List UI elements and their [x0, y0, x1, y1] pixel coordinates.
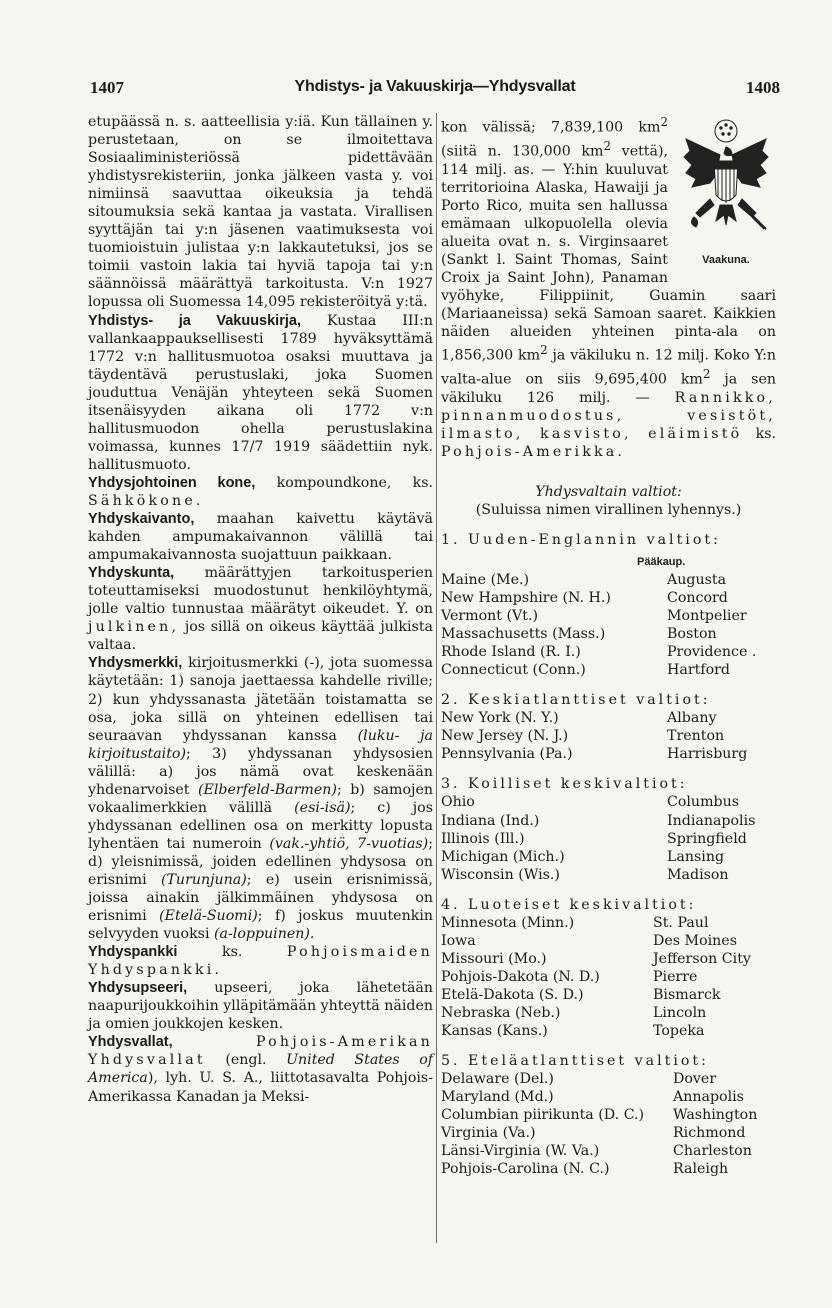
eagle-icon: [680, 117, 772, 249]
group-title: 1. Uuden-Englannin valtiot:: [441, 531, 721, 548]
state-row: Wisconsin (Wis.) Madison: [441, 866, 729, 883]
state-row: Etelä-Dakota (S. D.) Bismarck: [441, 986, 721, 1003]
state-group: [441, 896, 776, 1040]
entry-continuation: etupäässä n. s. aatteellisia y:iä. Kun tällainen y. perustetaan, on se ilmoitettava Sosiaaliministeriössä pidettävään yhdistysrekisteriin, jonka jälkeen vasta y. voi nimiinsä saavuttaa oikeuksia ja tehdä sitoumuksia sekä kantaa ja vastata. Virallisen syyttäjän tai y:n jäsenen vaatimuksesta voi tuomioistuin julistaa y:n lakkautetuksi, jos se toimii vastoin lakia tai hyviä tapoja tai y:n säännöissä määrättyä tarkoitusta. V:n 1927 lopussa oli Suomessa 14,095 rekisteröityä y:tä.: [88, 114, 433, 311]
state-row: Kansas (Kans.) Topeka: [441, 1023, 705, 1040]
fraction: 17/7: [231, 438, 264, 455]
state-group: [441, 775, 776, 883]
state-row: Virginia (Va.) Richmond: [441, 1125, 746, 1142]
running-title: Yhdistys- ja Vakuuskirja—Yhdysvallat: [294, 78, 576, 95]
left-column: [88, 113, 433, 1106]
headword: Yhdistys- ja Vakuuskirja,: [88, 312, 301, 329]
state-group: [441, 531, 776, 679]
state-row: Maine (Me.) Augusta: [441, 571, 727, 588]
english-name: United States of America: [88, 1052, 433, 1087]
headword: Yhdysupseeri,: [88, 980, 188, 997]
state-row: New York (N. Y.) Albany: [441, 710, 717, 727]
headword: Yhdysmerkki,: [88, 655, 183, 672]
entry-yhdyskaivanto: Yhdyskaivanto, maahan kaivettu käytävä kahden ampumakaivannon välillä tai ampumakaivannosta suojattuun paikkaan.: [88, 511, 433, 564]
state-row: Ohio Columbus: [441, 794, 740, 811]
entry-yhdysvallat: Yhdysvallat, Pohjois-Amerikan Yhdysvallat (engl. United States of America), lyh. U. S. A., liittotasavalta Pohjois-Amerikassa Kanadan ja Meksi-: [88, 1034, 433, 1105]
spaced-term: Rannikko, pinnanmuodostus, vesistöt, ilmasto, kasvisto, eläimistö: [441, 389, 776, 442]
state-row: Pennsylvania (Pa.) Harrisburg: [441, 746, 748, 763]
state-row: Pohjois-Dakota (N. D.) Pierre: [441, 968, 698, 985]
cross-reference: Pohjois-Amerikka.: [441, 443, 626, 460]
example: (Etelä-Suomi): [159, 908, 258, 925]
entry-yhdistys-ja-vakuuskirja: Yhdistys- ja Vakuuskirja, Kustaa III:n vallankaappauksellisesti 1789 hyväksyttämä 1772 v:n hallitusmuotoa osaksi muuttava ja täydentävä perustuslaki, joka Suomen jouduttua Venäjän yhteyteen sekä Suomen itsenäisyyden aikana oli 1772 v:n hallitusmuodon ohella perustuslakina voimassa, kunnes 17/7 1919 säädettiin nyk. hallitusmuoto.: [88, 312, 434, 473]
state-row: Columbian piirikunta (D. C.) Washington: [441, 1107, 758, 1124]
state-row: Minnesota (Minn.) St. Paul: [441, 914, 709, 931]
group-title: 5. Eteläatlanttiset valtiot:: [441, 1053, 709, 1070]
state-row: Indiana (Ind.) Indianapolis: [441, 812, 756, 829]
entry-yhdysupseeri: Yhdysupseeri, upseeri, joka lähetetään naapurijoukkoihin ylläpitämään yhteyttä näiden ja omien joukkojen kesken.: [88, 980, 433, 1033]
spaced-term: Pohjois-Amerikan Yhdysvallat: [88, 1034, 433, 1069]
state-row: Maryland (Md.) Annapolis: [441, 1089, 744, 1106]
coat-of-arms-figure: [676, 113, 776, 271]
state-group: [441, 691, 776, 763]
state-row: Pohjois-Carolina (N. C.) Raleigh: [441, 1161, 729, 1178]
states-table-title: Yhdysvaltain valtiot:: [535, 483, 682, 500]
example: (luku- ja kirjoitustaito): [88, 727, 433, 762]
headword: Yhdyskunta,: [88, 565, 175, 582]
state-row: Massachusetts (Mass.) Boston: [441, 626, 717, 643]
state-row: Iowa Des Moines: [441, 932, 737, 949]
state-group: [441, 1052, 776, 1178]
example: (Elberfeld-Barmen): [197, 781, 337, 798]
group-title: 3. Koilliset keskivaltiot:: [441, 776, 688, 793]
cross-reference: Pohjoismaiden Yhdyspankki.: [88, 944, 433, 979]
states-table-subtitle: (Suluissa nimen virallinen lyhennys.): [475, 501, 742, 518]
example: (esi-isä): [294, 799, 351, 816]
state-row: Länsi-Virginia (W. Va.) Charleston: [441, 1143, 752, 1160]
example: (a-loppuinen).: [214, 926, 315, 943]
example: (vak.-yhtiö, 7-vuotias): [269, 835, 429, 852]
running-header: [90, 78, 780, 102]
entry-yhdyspankki: Yhdyspankki ks. Pohjoismaiden Yhdyspankki.: [88, 944, 433, 979]
state-row: Connecticut (Conn.) Hartford: [441, 662, 730, 679]
right-column: [441, 113, 776, 1178]
state-row: Vermont (Vt.) Montpelier: [441, 608, 747, 625]
state-row: Rhode Island (R. I.) Providence .: [441, 644, 757, 661]
column-divider: [436, 113, 437, 1243]
state-row: New Jersey (N. J.) Trenton: [441, 728, 725, 745]
state-row: Missouri (Mo.) Jefferson City: [441, 950, 751, 967]
entry-yhdysjohtoinen-kone: Yhdysjohtoinen kone, kompoundkone, ks. Sähkökone.: [88, 474, 433, 509]
image-caption: Vaakuna.: [702, 254, 750, 266]
entry-yhdysmerkki: Yhdysmerkki, kirjoitusmerkki (-), jota suomessa käytetään: 1) sanoja jaettaessa kahdelle riville; 2) kun yhdyssanasta jätetään toistamatta se osa, joka sillä on yhteinen edellisen tai seuraavan yhdyssanan kanssa (luku- ja kirjoitustaito); 3) yhdyssanan yhdysosien välillä: a) jos nämä ovat keskenään yhdenarvoiset (Elberfeld-Barmen); b) samojen vokaalimerkkien välillä (esi-isä); c) jos yhdyssanan edellinen osa on merkitty lopusta lyhentäen tai numeroin (vak.-yhtiö, 7-vuotias); d) yleisnimissä, joiden edellinen yhdysosa on erisnimi (Turunjuna); e) usein erisnimissä, joissa ainakin jälkimmäinen yhdysosa on erisnimi (Etelä-Suomi); f) joskus muutenkin selvyyden vuoksi (a-loppuinen).: [88, 655, 434, 943]
headword: Yhdyspankki: [88, 944, 178, 961]
headword: Yhdysjohtoinen kone,: [88, 474, 256, 491]
cross-reference: Sähkökone.: [88, 492, 204, 509]
page-number-left: 1407: [90, 78, 124, 97]
spaced-term: julkinen,: [88, 619, 180, 636]
state-row: Illinois (Ill.) Springfield: [441, 830, 747, 847]
group-title: 4. Luoteiset keskivaltiot:: [441, 896, 697, 913]
page-number-right: 1408: [746, 78, 780, 97]
state-row: Nebraska (Neb.) Lincoln: [441, 1005, 707, 1021]
state-row: New Hampshire (N. H.) Concord: [441, 590, 728, 607]
group-title: 2. Keskiatlanttiset valtiot:: [441, 692, 711, 709]
state-row: Michigan (Mich.) Lansing: [441, 848, 725, 865]
capital-column-header: Pääkaup.: [637, 555, 686, 568]
headword: Yhdysvallat,: [88, 1034, 173, 1051]
state-row: Delaware (Del.) Dover: [441, 1071, 717, 1088]
example: (Turunjuna): [160, 871, 247, 888]
entry-yhdyskunta: Yhdyskunta, määrättyjen tarkoitusperien toteuttamiseksi muodostunut henkilöyhtymä, jolle valtio tunnustaa määrätyt oikeudet. Y. on julkinen, jos sillä on oikeus käyttää julkista valtaa.: [88, 565, 433, 654]
entry-continuation: Vaakuna. kon välissä; 7,839,100 $km^2$ (siitä n. 130,000 $km^2$ vettä), 114 milj. as. — Y:hin kuuluvat territorioina Alaska, Hawaiji ja Porto Rico, muita sen hallussa emämaan ulkopuolella olevia alueita ovat n. s. Virginsaaret (Sankt l. Saint Thomas, Saint Croix ja Saint John), Panaman vyöhyke, Filippiinit, Guamin saari (Mariaaneissa) sekä Samoan saaret. Kaikkien näiden alueiden yhteinen pinta-ala on 1,856,300 $km^2$ ja väkiluku n. 12 milj. Koko Y:n valta-alue on siis 9,695,400 $km^2$ ja sen väkiluku 126 milj. — Rannikko, pinnanmuodostus, vesistöt, ilmasto, kasvisto, eläimistö ks. Pohjois-Amerikka.: [441, 115, 776, 460]
headword: Yhdyskaivanto,: [88, 511, 195, 528]
